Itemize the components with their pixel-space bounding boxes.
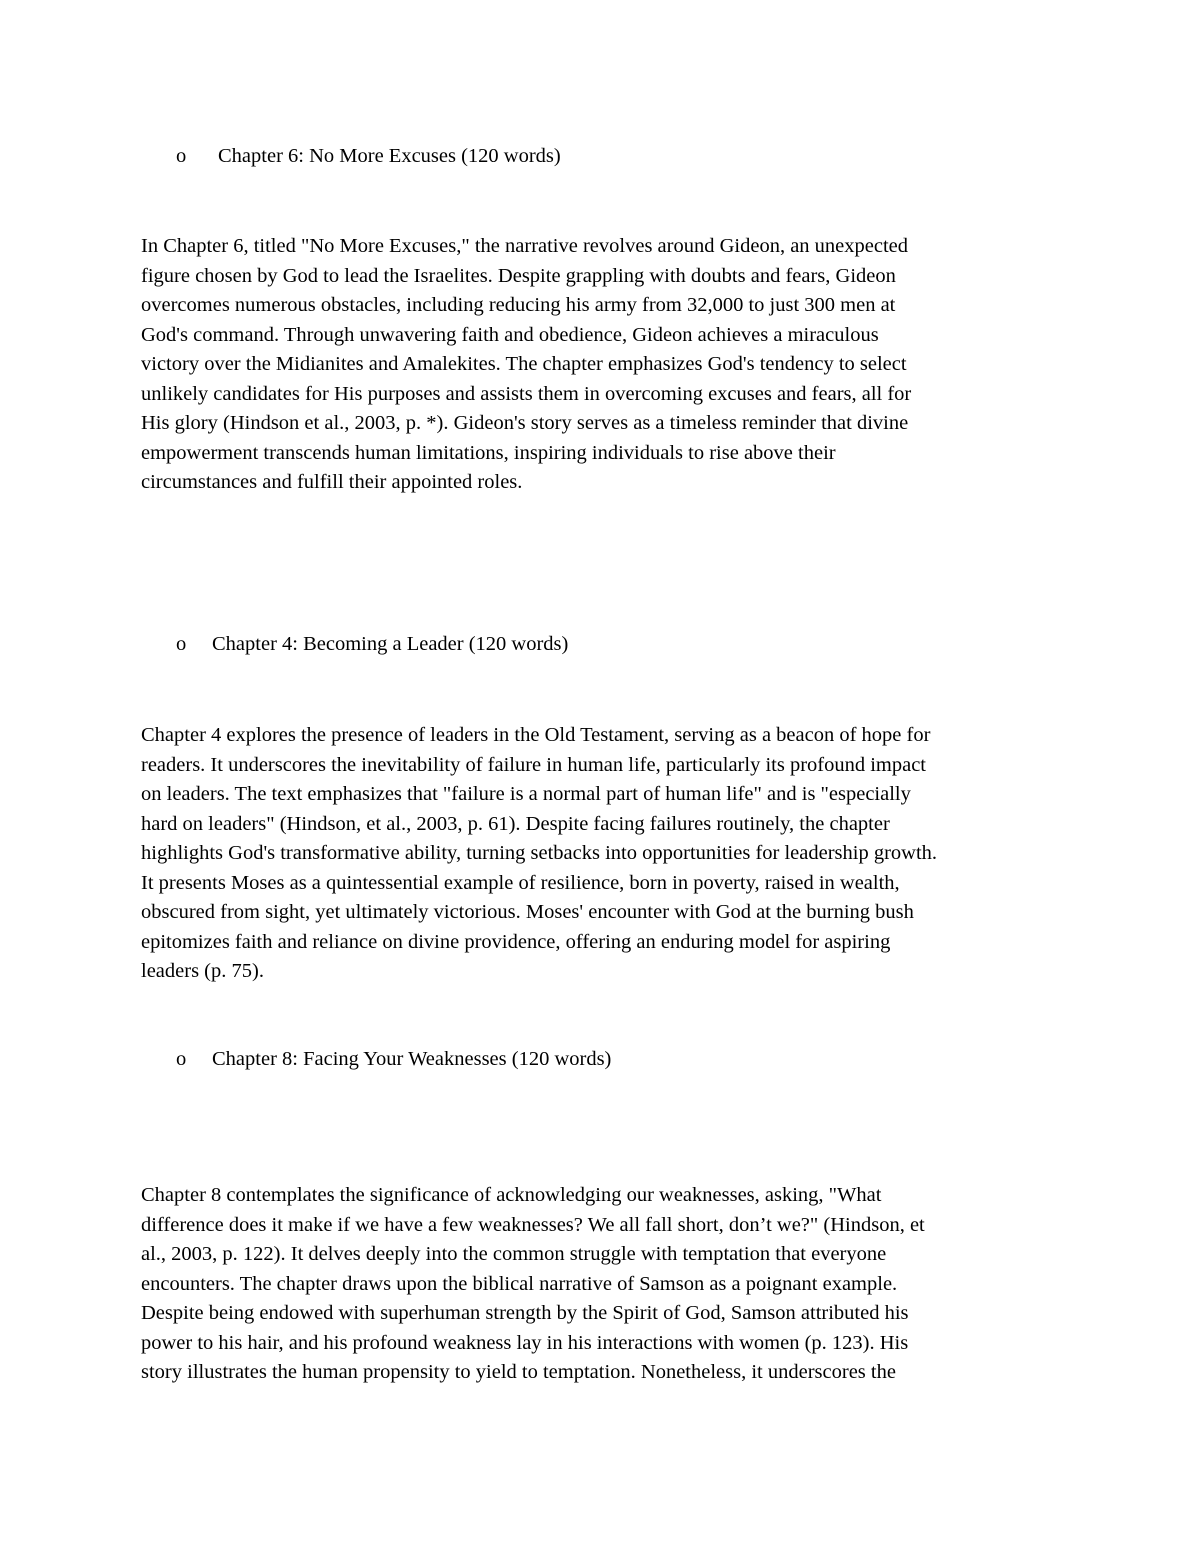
paragraph-line: unlikely candidates for His purposes and assists them in overcoming excuses and fears, all for bbox=[141, 382, 912, 405]
paragraph-line: It presents Moses as a quintessential example of resilience, born in poverty, raised in wealth, bbox=[141, 871, 900, 894]
list-bullet: o bbox=[176, 145, 187, 167]
chapter-6-paragraph bbox=[141, 232, 1071, 498]
paragraph-line: Despite being endowed with superhuman strength by the Spirit of God, Samson attributed his bbox=[141, 1302, 909, 1324]
paragraph-line: power to his hair, and his profound weakness lay in his interactions with women (p. 123). His bbox=[141, 1331, 909, 1354]
chapter-4-heading bbox=[176, 630, 568, 660]
paragraph-line: al., 2003, p. 122). It delves deeply into the common struggle with temptation that everyone bbox=[141, 1243, 887, 1265]
paragraph-line: overcomes numerous obstacles, including reducing his army from 32,000 to just 300 men at bbox=[141, 294, 896, 316]
paragraph-line: God's command. Through unwavering faith and obedience, Gideon achieves a miraculous bbox=[141, 323, 879, 346]
paragraph-line: leaders (p. 75). bbox=[141, 960, 264, 982]
chapter-8-heading bbox=[176, 1045, 611, 1075]
paragraph-line: on leaders. The text emphasizes that "failure is a normal part of human life" and is "especially bbox=[141, 783, 911, 805]
paragraph-line: difference does it make if we have a few weaknesses? We all fall short, don’t we?" (Hindson, et bbox=[141, 1213, 925, 1236]
paragraph-line: Chapter 8 contemplates the significance of acknowledging our weaknesses, asking, "What bbox=[141, 1184, 882, 1206]
chapter-8-paragraph bbox=[141, 1181, 1071, 1388]
paragraph-line: hard on leaders" (Hindson, et al., 2003, p. 61). Despite facing failures routinely, the chapter bbox=[141, 812, 890, 835]
list-bullet: o bbox=[176, 633, 187, 655]
paragraph-line: epitomizes faith and reliance on divine providence, offering an enduring model for aspiring bbox=[141, 930, 891, 953]
heading-text: Chapter 4: Becoming a Leader (120 words) bbox=[212, 633, 569, 655]
paragraph-line: highlights God's transformative ability, turning setbacks into opportunities for leadership growth. bbox=[141, 842, 938, 864]
paragraph-line: encounters. The chapter draws upon the biblical narrative of Samson as a poignant example. bbox=[141, 1272, 898, 1295]
list-bullet: o bbox=[176, 1048, 187, 1070]
paragraph-line: circumstances and fulfill their appointed roles. bbox=[141, 471, 523, 493]
heading-text: Chapter 8: Facing Your Weaknesses (120 words) bbox=[212, 1048, 612, 1070]
paragraph-line: obscured from sight, yet ultimately victorious. Moses' encounter with God at the burning bush bbox=[141, 901, 914, 923]
heading-text: Chapter 6: No More Excuses (120 words) bbox=[218, 145, 561, 167]
chapter-6-heading bbox=[176, 142, 561, 172]
paragraph-line: figure chosen by God to lead the Israelites. Despite grappling with doubts and fears, Gideon bbox=[141, 264, 896, 287]
chapter-4-paragraph bbox=[141, 721, 1071, 987]
paragraph-line: His glory (Hindson et al., 2003, p. *). Gideon's story serves as a timeless reminder that divine bbox=[141, 412, 909, 434]
paragraph-line: victory over the Midianites and Amalekites. The chapter emphasizes God's tendency to select bbox=[141, 353, 907, 375]
paragraph-line: readers. It underscores the inevitability of failure in human life, particularly its profound impact bbox=[141, 753, 927, 776]
paragraph-line: In Chapter 6, titled "No More Excuses," the narrative revolves around Gideon, an unexpected bbox=[141, 235, 909, 257]
paragraph-line: Chapter 4 explores the presence of leaders in the Old Testament, serving as a beacon of hope for bbox=[141, 724, 931, 746]
paragraph-line: empowerment transcends human limitations, inspiring individuals to rise above their bbox=[141, 441, 836, 464]
paragraph-line: story illustrates the human propensity to yield to temptation. Nonetheless, it underscores the bbox=[141, 1361, 896, 1383]
